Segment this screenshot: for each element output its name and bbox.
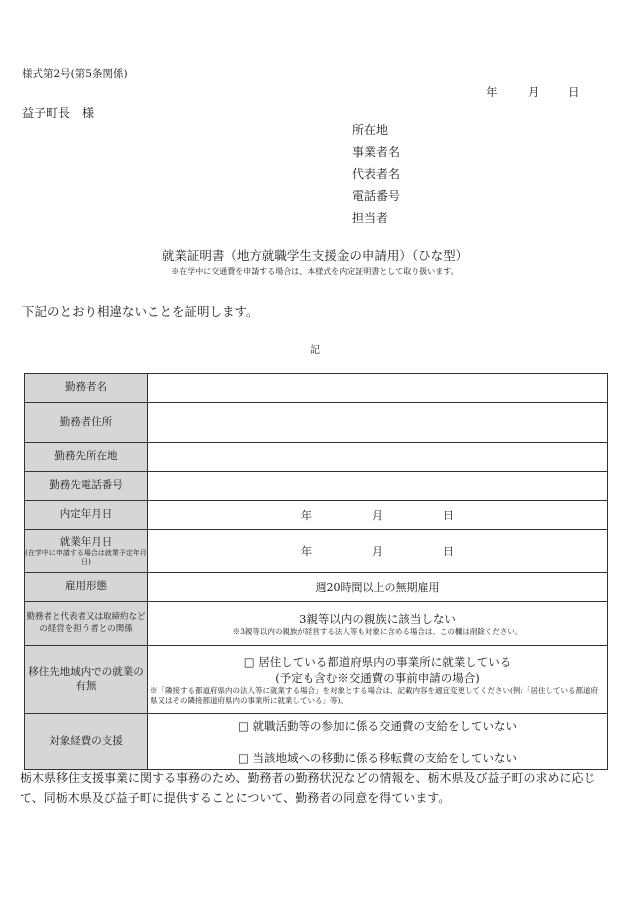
region-checkbox-line[interactable]: □ 居住している都道府県内の事業所に就業している	[243, 654, 512, 669]
applicant-representative-label: 代表者名	[352, 167, 401, 181]
region-label: 移住先地域内での就業の有無	[25, 646, 148, 714]
offer-year-label: 年	[301, 509, 312, 522]
certify-statement: 下記のとおり相違ないことを証明します。	[22, 304, 259, 319]
employment-type-label: 雇用形態	[25, 573, 148, 602]
applicant-address-label: 所在地	[352, 123, 389, 137]
applicant-company-label: 事業者名	[352, 145, 401, 159]
offer-date-field[interactable]	[148, 501, 608, 530]
ki-marker: 記	[310, 345, 320, 356]
addressee: 益子町長 様	[22, 106, 95, 120]
relation-label: 勤務者と代表者又は取締約などの経営を担う者との関係	[25, 602, 148, 646]
row-office-address	[25, 443, 608, 472]
offer-day-label: 日	[443, 509, 454, 522]
date-year-label: 年	[486, 85, 498, 99]
worker-name-field[interactable]	[148, 374, 608, 403]
employment-year-label: 年	[301, 545, 312, 558]
date-month-label: 月	[528, 85, 540, 99]
worker-name-label: 勤務者名	[25, 374, 148, 403]
support-checkbox-relocation[interactable]: □ 当該地域への移動に係る移転費の支給をしていない	[237, 750, 518, 765]
row-support	[25, 714, 608, 770]
row-offer-date	[25, 501, 608, 530]
employment-date-field[interactable]	[148, 530, 608, 573]
relation-value: 3親等以内の親族に該当しない	[299, 611, 456, 626]
employment-date-note: (在学中に申請する場合は就業予定年月日)	[25, 549, 147, 566]
certificate-table	[24, 373, 608, 770]
employment-date-label-text: 就業年月日	[59, 536, 113, 549]
office-phone-field[interactable]	[148, 472, 608, 501]
row-worker-address	[25, 403, 608, 443]
document-title: 就業証明書（地方就職学生支援金の申請用）（ひな型）	[161, 248, 469, 263]
row-employment-date	[25, 530, 608, 573]
employment-day-label: 日	[443, 545, 454, 558]
document-subnote: ※在学中に交通費を申請する場合は、本様式を内定証明書として取り扱います。	[171, 267, 459, 276]
office-address-label: 勤務先所在地	[25, 443, 148, 472]
relation-cell	[148, 602, 608, 646]
support-checkbox-travel[interactable]: □ 就職活動等の参加に係る交通費の支給をしていない	[237, 718, 518, 733]
row-employment-type	[25, 573, 608, 602]
row-office-phone	[25, 472, 608, 501]
support-label: 対象経費の支援	[25, 714, 148, 770]
employment-type-value: 週20時間以上の無期雇用	[148, 573, 608, 602]
worker-address-label: 勤務者住所	[25, 403, 148, 443]
form-number: 様式第2号(第5条関係)	[22, 68, 128, 80]
office-address-field[interactable]	[148, 443, 608, 472]
row-worker-name	[25, 374, 608, 403]
region-note: ※「隣接する都道府県内の法人等に就業する場合」を対象とする場合は、記載内容を適宜変更してください(例:「居住している都道府県又はその隣接都道府県内の事業所に就業している」等)。	[150, 685, 598, 705]
applicant-phone-label: 電話番号	[352, 189, 401, 203]
worker-address-field[interactable]	[148, 403, 608, 443]
support-cell	[148, 714, 608, 770]
employment-date-label	[25, 530, 148, 573]
offer-month-label: 月	[372, 509, 383, 522]
region-cell	[148, 646, 608, 714]
date-day-label: 日	[568, 85, 580, 99]
region-value-sub: (予定も含む※交通費の事前申請の場合)	[275, 670, 480, 685]
employment-month-label: 月	[372, 545, 383, 558]
office-phone-label: 勤務先電話番号	[25, 472, 148, 501]
row-relation	[25, 602, 608, 646]
consent-statement: 栃木県移住支援事業に関する事務のため、勤務者の勤務状況などの情報を、栃木県及び益子町の求めに応じて、同栃木県及び益子町に提供することについて、勤務者の同意を得ています。	[20, 771, 596, 805]
applicant-contact-label: 担当者	[352, 211, 389, 225]
offer-date-label: 内定年月日	[25, 501, 148, 530]
relation-note: ※3親等以内の親族が経営する法人等も対象に含める場合は、この欄は削除ください。	[232, 626, 523, 636]
row-region	[25, 646, 608, 714]
